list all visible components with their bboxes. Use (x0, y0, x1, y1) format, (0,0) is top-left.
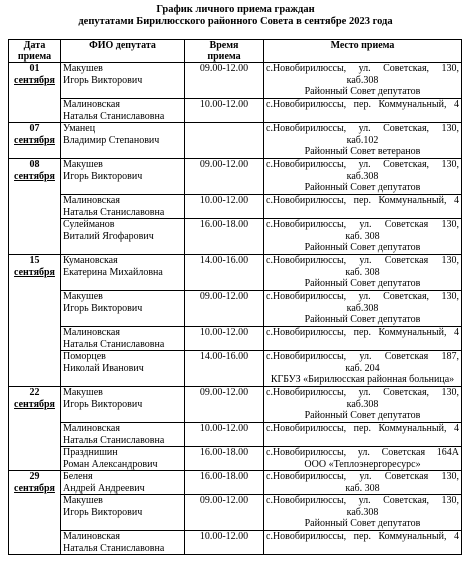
place-office: каб.308 (346, 74, 379, 86)
place-address: с.Новобирилюссы, ул. Советская, 130, (266, 495, 459, 506)
deputy-name-cell (61, 159, 185, 195)
date-month: сентября (14, 482, 55, 494)
date-cell (9, 195, 61, 219)
table-row (9, 471, 462, 495)
table-row (9, 387, 462, 423)
deputy-surname: Сулейманов (63, 219, 115, 230)
table-row (9, 495, 462, 531)
place-cell (264, 219, 462, 255)
deputy-name-cell (61, 327, 185, 351)
date-cell (9, 219, 61, 255)
place-cell (264, 255, 462, 291)
place-cell (264, 123, 462, 159)
place-address: с.Новобирилюссы, ул. Советская 130, (266, 471, 459, 482)
place-organization: Районный Совет депутатов (304, 278, 421, 289)
table-row (9, 99, 462, 123)
table-row (9, 195, 462, 219)
time-cell: 10.00-12.00 (185, 531, 264, 555)
deputy-given-names: Игорь Викторович (63, 302, 143, 314)
place-cell (264, 291, 462, 327)
table-row (9, 219, 462, 255)
date-cell (9, 471, 61, 495)
place-organization: Районный Совет депутатов (304, 410, 421, 421)
place-organization: КГБУЗ «Бирилюсская районная больница» (270, 374, 455, 385)
deputy-surname: Кумановская (63, 255, 118, 266)
deputy-surname: Малиновская (63, 195, 120, 206)
date-month: сентября (14, 74, 55, 86)
date-cell (9, 531, 61, 555)
deputy-name-cell (61, 63, 185, 99)
place-office: каб. 308 (345, 482, 380, 494)
place-office: каб.308 (346, 398, 379, 410)
time-cell: 09.00-12.00 (185, 63, 264, 99)
deputy-given-names: Наталья Станиславовна (63, 206, 165, 218)
place-organization: Районный Совет депутатов (304, 242, 421, 253)
deputy-name-cell (61, 195, 185, 219)
place-office: каб.308 (346, 302, 379, 314)
place-cell (264, 351, 462, 387)
title-line-2: депутатами Бирилюсского районного Совета в сентябре 2023 года (78, 16, 393, 27)
place-cell (264, 159, 462, 195)
table-row (9, 291, 462, 327)
header-name: ФИО депутата (61, 40, 185, 63)
place-organization: Районный Совет депутатов (304, 314, 421, 325)
deputy-given-names: Екатерина Михайловна (63, 266, 163, 278)
date-month: сентября (14, 170, 55, 182)
time-cell: 16.00-18.00 (185, 219, 264, 255)
place-address: с.Новобирилюссы, ул. Советская 187, (266, 351, 459, 362)
place-cell (264, 471, 462, 495)
time-cell: 16.00-18.00 (185, 447, 264, 471)
schedule-body (9, 63, 462, 555)
place-address: с.Новобирилюссы, ул. Советская, 130, (266, 123, 459, 134)
table-row (9, 123, 462, 159)
deputy-given-names: Наталья Станиславовна (63, 110, 165, 122)
deputy-surname: Малиновская (63, 99, 120, 110)
place-cell (264, 447, 462, 471)
time-cell: 16.00-18.00 (185, 471, 264, 495)
deputy-given-names: Наталья Станиславовна (63, 434, 165, 446)
place-organization: Районный Совет депутатов (304, 518, 421, 529)
place-office: каб.308 (346, 170, 379, 182)
table-row (9, 351, 462, 387)
date-cell (9, 159, 61, 195)
place-organization: Районный Совет депутатов (304, 86, 421, 97)
deputy-surname: Макушев (63, 63, 103, 74)
table-row (9, 531, 462, 555)
deputy-surname: Макушев (63, 387, 103, 398)
table-row (9, 327, 462, 351)
place-address: с.Новобирилюссы, ул. Советская, 130, (266, 291, 459, 302)
place-cell (264, 387, 462, 423)
deputy-surname: Малиновская (63, 423, 120, 434)
deputy-given-names: Виталий Ягофарович (63, 230, 154, 242)
place-organization: Районный Совет депутатов (304, 182, 421, 193)
time-cell: 09.00-12.00 (185, 291, 264, 327)
place-cell (264, 423, 462, 447)
time-cell: 10.00-12.00 (185, 195, 264, 219)
deputy-name-cell (61, 351, 185, 387)
deputy-given-names: Владимир Степанович (63, 134, 160, 146)
deputy-surname: Малиновская (63, 327, 120, 338)
deputy-name-cell (61, 123, 185, 159)
date-cell (9, 327, 61, 351)
deputy-name-cell (61, 471, 185, 495)
deputy-given-names: Николай Иванович (63, 362, 144, 374)
date-day: 22 (29, 387, 40, 398)
date-cell (9, 99, 61, 123)
header-time: Время приема (185, 40, 264, 63)
date-cell (9, 351, 61, 387)
place-cell (264, 99, 462, 123)
deputy-surname: Беленя (63, 471, 93, 482)
date-cell (9, 423, 61, 447)
date-cell (9, 387, 61, 423)
place-address: с.Новобирилюссы, ул. Советская, 130, (266, 387, 459, 398)
table-row (9, 423, 462, 447)
date-day: 08 (29, 159, 40, 170)
deputy-given-names: Роман Александрович (63, 458, 158, 470)
header-date: Дата приема (9, 40, 61, 63)
time-cell: 14.00-16.00 (185, 351, 264, 387)
deputy-given-names: Игорь Викторович (63, 506, 143, 518)
time-cell: 14.00-16.00 (185, 255, 264, 291)
date-day: 15 (29, 255, 40, 266)
deputy-given-names: Наталья Станиславовна (63, 542, 165, 554)
deputy-name-cell (61, 255, 185, 291)
place-address: с.Новобирилюссы, ул. Советская, 130, (266, 159, 459, 170)
date-cell (9, 447, 61, 471)
deputy-name-cell (61, 99, 185, 123)
time-cell: 10.00-12.00 (185, 99, 264, 123)
date-day: 07 (29, 123, 40, 134)
deputy-name-cell (61, 495, 185, 531)
deputy-surname: Макушев (63, 495, 103, 506)
time-cell: 10.00-12.00 (185, 423, 264, 447)
place-office: каб. 308 (345, 266, 380, 278)
time-cell (185, 123, 264, 159)
schedule-table (8, 39, 462, 555)
time-cell: 09.00-12.00 (185, 387, 264, 423)
deputy-given-names: Игорь Викторович (63, 398, 143, 410)
date-day: 29 (29, 471, 40, 482)
document-title (0, 4, 471, 28)
deputy-name-cell (61, 387, 185, 423)
deputy-name-cell (61, 531, 185, 555)
deputy-surname: Поморцев (63, 351, 106, 362)
place-office: каб. 204 (345, 362, 380, 374)
date-month: сентября (14, 398, 55, 410)
deputy-surname: Макушев (63, 159, 103, 170)
place-address: с.Новобирилюссы, ул. Советская 130, (266, 255, 459, 266)
place-address: с.Новобирилюссы, пер. Коммунальный, 4 (266, 327, 459, 338)
table-row (9, 159, 462, 195)
place-office: каб. 308 (345, 230, 380, 242)
deputy-given-names: Наталья Станиславовна (63, 338, 165, 350)
date-day: 01 (29, 63, 40, 74)
date-cell (9, 63, 61, 99)
deputy-given-names: Игорь Викторович (63, 74, 143, 86)
table-row (9, 255, 462, 291)
place-cell (264, 531, 462, 555)
place-address: с.Новобирилюссы, пер. Коммунальный, 4 (266, 423, 459, 434)
place-cell (264, 327, 462, 351)
deputy-name-cell (61, 219, 185, 255)
place-address: с.Новобирилюссы, пер. Коммунальный, 4 (266, 195, 459, 206)
place-cell (264, 63, 462, 99)
date-month: сентября (14, 134, 55, 146)
place-address: с.Новобирилюссы, ул. Советская, 130, (266, 63, 459, 74)
deputy-surname: Уманец (63, 123, 96, 134)
place-cell (264, 495, 462, 531)
table-row (9, 63, 462, 99)
deputy-surname: Празднишин (63, 447, 118, 458)
deputy-surname: Малиновская (63, 531, 120, 542)
header-place: Место приема (264, 40, 462, 63)
place-office: ООО «Теплоэнергоресурс» (304, 458, 421, 470)
header-row (9, 40, 462, 63)
place-office: каб.308 (346, 506, 379, 518)
deputy-surname: Макушев (63, 291, 103, 302)
date-cell (9, 495, 61, 531)
place-cell (264, 195, 462, 219)
table-row (9, 447, 462, 471)
place-address: с.Новобирилюссы, пер. Коммунальный, 4 (266, 99, 459, 110)
place-address: с.Новобирилюссы, ул. Советская 130, (266, 219, 459, 230)
date-month: сентября (14, 266, 55, 278)
date-cell (9, 255, 61, 291)
deputy-name-cell (61, 291, 185, 327)
place-office: каб.102 (346, 134, 379, 146)
date-cell (9, 291, 61, 327)
place-address: с.Новобирилюссы, пер. Коммунальный, 4 (266, 531, 459, 542)
date-cell (9, 123, 61, 159)
deputy-name-cell (61, 423, 185, 447)
deputy-given-names: Игорь Викторович (63, 170, 143, 182)
deputy-name-cell (61, 447, 185, 471)
time-cell: 10.00-12.00 (185, 327, 264, 351)
place-organization: Районный Совет ветеранов (304, 146, 421, 157)
deputy-given-names: Андрей Андреевич (63, 482, 145, 494)
time-cell: 09.00-12.00 (185, 159, 264, 195)
place-address: с.Новобирилюссы, ул. Советская 164А (266, 447, 459, 458)
title-line-1: График личного приема граждан (156, 4, 315, 15)
time-cell: 09.00-12.00 (185, 495, 264, 531)
